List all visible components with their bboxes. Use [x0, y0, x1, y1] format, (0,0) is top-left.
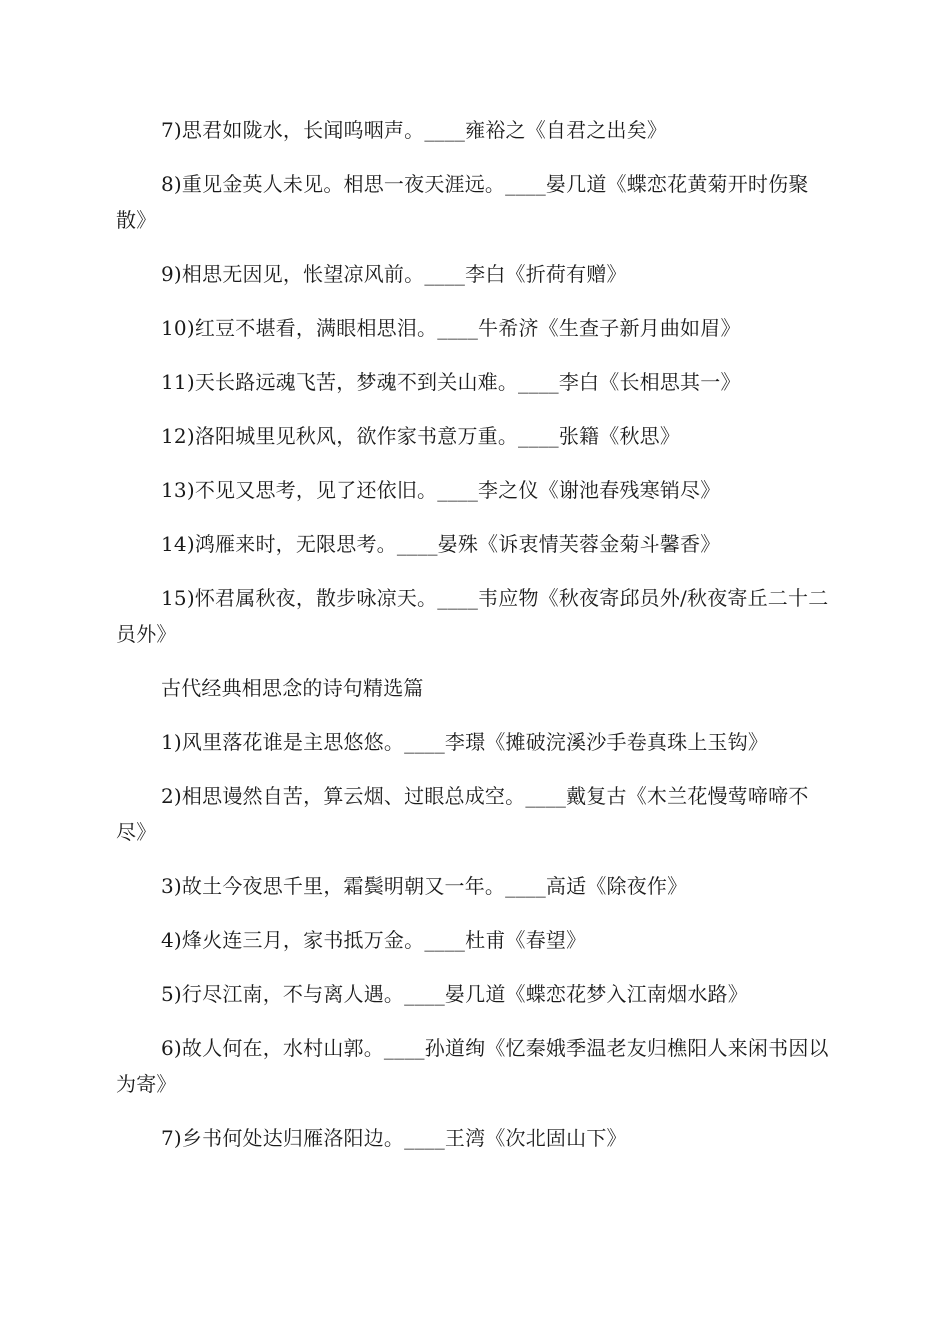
- poem-line: 11)天长路远魂飞苦，梦魂不到关山难。____李白《长相思其一》: [161, 370, 741, 394]
- poem-line: 7)思君如陇水，长闻呜咽声。____雍裕之《自君之出矣》: [161, 118, 668, 142]
- poem-line: 3)故土今夜思千里，霜鬓明朝又一年。____高适《除夜作》: [161, 874, 688, 898]
- poem-line: 13)不见又思考，见了还依旧。____李之仪《谢池春残寒销尽》: [161, 478, 721, 502]
- poem-line: 15)怀君属秋夜，散步咏凉天。____韦应物《秋夜寄邱员外/秋夜寄丘二十二员外》: [116, 586, 829, 646]
- poem-line: 7)乡书何处达归雁洛阳边。____王湾《次北固山下》: [161, 1126, 627, 1150]
- poem-line: 6)故人何在，水村山郭。____孙道绚《忆秦娥季温老友归樵阳人来闲书因以为寄》: [116, 1036, 829, 1096]
- section-heading: 古代经典相思念的诗句精选篇: [161, 676, 424, 700]
- poem-line: 10)红豆不堪看，满眼相思泪。____牛希济《生查子新月曲如眉》: [161, 316, 741, 340]
- poem-line: 2)相思谩然自苦，算云烟、过眼总成空。____戴复古《木兰花慢莺啼啼不尽》: [116, 784, 809, 844]
- poem-line: 4)烽火连三月，家书抵万金。____杜甫《春望》: [161, 928, 587, 952]
- poem-line: 14)鸿雁来时，无限思考。____晏殊《诉衷情芙蓉金菊斗馨香》: [161, 532, 721, 556]
- document-body: [116, 112, 836, 1174]
- poem-line: 1)风里落花谁是主思悠悠。____李璟《摊破浣溪沙手卷真珠上玉钩》: [161, 730, 769, 754]
- poem-line: 12)洛阳城里见秋风，欲作家书意万重。____张籍《秋思》: [161, 424, 681, 448]
- poem-line: 5)行尽江南，不与离人遇。____晏几道《蝶恋花梦入江南烟水路》: [161, 982, 748, 1006]
- poem-line: 9)相思无因见，怅望凉风前。____李白《折荷有赠》: [161, 262, 627, 286]
- poem-line: 8)重见金英人未见。相思一夜天涯远。____晏几道《蝶恋花黄菊开时伤聚散》: [116, 172, 809, 232]
